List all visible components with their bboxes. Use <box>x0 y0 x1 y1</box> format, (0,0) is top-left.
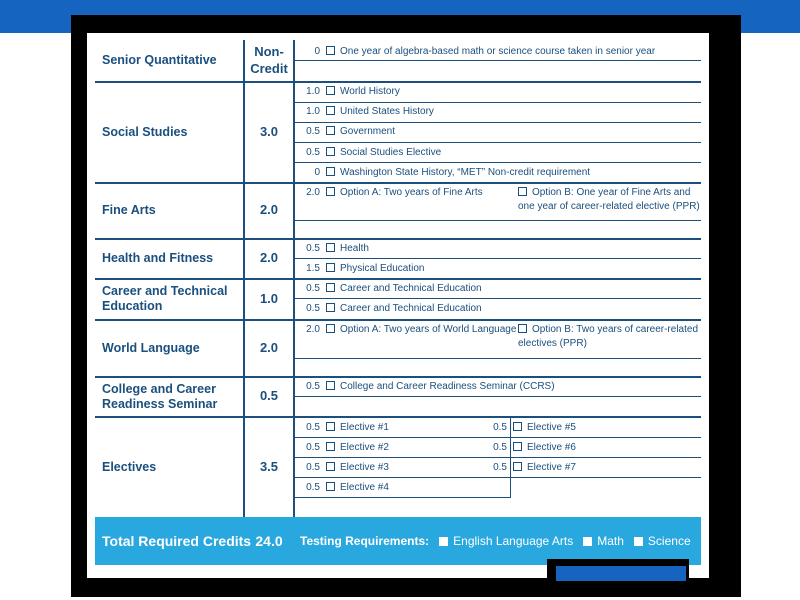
checkbox-icon[interactable] <box>326 303 335 312</box>
item-credit: 1.5 <box>306 263 320 274</box>
item-label: United States History <box>340 106 434 117</box>
list-item[interactable] <box>298 380 555 394</box>
total-label: Total Required Credits <box>102 533 252 549</box>
checkbox-icon[interactable] <box>326 187 335 196</box>
checkbox-icon[interactable] <box>326 106 335 115</box>
checkbox-icon[interactable] <box>634 537 643 546</box>
test-label: English Language Arts <box>453 534 574 548</box>
item-divider <box>295 457 701 458</box>
credit-line: Credit <box>250 60 288 76</box>
item-divider <box>295 60 701 61</box>
item-credit: 0.5 <box>306 243 320 254</box>
credit-electives: 3.5 <box>259 458 279 474</box>
list-item[interactable] <box>298 166 590 180</box>
option-label: Option A: Two years of Fine Arts <box>340 187 483 198</box>
subject-electives: Electives <box>102 459 157 474</box>
subject-social-studies: Social Studies <box>102 124 188 139</box>
subject-health-fitness: Health and Fitness <box>102 251 214 265</box>
item-label: Health <box>340 243 369 254</box>
item-divider <box>295 298 701 299</box>
item-divider <box>295 396 701 397</box>
list-item[interactable] <box>298 461 389 475</box>
subject-cte <box>95 279 243 319</box>
list-item[interactable] <box>298 262 425 276</box>
list-item[interactable] <box>298 441 389 455</box>
item-label: Career and Technical Education <box>340 283 482 294</box>
credit-fine-arts: 2.0 <box>259 202 279 218</box>
option-b[interactable] <box>518 186 703 214</box>
checkbox-icon[interactable] <box>326 442 335 451</box>
credit-social-studies: 3.0 <box>259 123 279 139</box>
credit-senior-quantitative <box>245 40 293 81</box>
total-credits: 24.0 <box>255 533 283 549</box>
checkbox-icon[interactable] <box>513 442 522 451</box>
item-credit: 0 <box>314 46 320 57</box>
testing-requirements <box>300 517 701 565</box>
item-credit: 0.5 <box>306 283 320 294</box>
item-divider <box>295 437 701 438</box>
credit-line: Non- <box>254 43 284 59</box>
item-label: World History <box>340 86 400 97</box>
item-label: College and Career Readiness Seminar (CCRS) <box>340 381 555 392</box>
item-label: Elective #3 <box>340 462 389 473</box>
checkbox-icon[interactable] <box>326 381 335 390</box>
item-label: Elective #2 <box>340 442 389 453</box>
item-credit: 0.5 <box>306 422 320 433</box>
credit-world-language: 2.0 <box>259 339 279 355</box>
option-b[interactable] <box>518 323 703 351</box>
test-math[interactable] <box>583 534 624 548</box>
bottom-tab-fill <box>556 566 686 581</box>
list-item[interactable] <box>298 302 482 316</box>
checkbox-icon[interactable] <box>583 537 592 546</box>
option-a[interactable] <box>298 186 483 200</box>
option-label: Option B: One year of Fine Arts and one year of career-related elective (PPR) <box>518 187 700 212</box>
list-item[interactable] <box>298 481 389 495</box>
checkbox-icon[interactable] <box>326 324 335 333</box>
item-divider <box>295 497 510 498</box>
checkbox-icon[interactable] <box>326 86 335 95</box>
item-divider <box>295 162 701 163</box>
item-label: Elective #1 <box>340 422 389 433</box>
list-item[interactable] <box>298 45 655 59</box>
list-item[interactable] <box>298 146 441 160</box>
item-label: One year of algebra-based math or science course taken in senior year <box>340 46 656 57</box>
option-a[interactable] <box>298 323 516 337</box>
item-credit: 0.5 <box>493 442 507 453</box>
item-divider <box>295 258 701 259</box>
list-item[interactable] <box>485 441 576 455</box>
item-credit: 2.0 <box>306 324 320 335</box>
credit-cte: 1.0 <box>259 290 279 306</box>
checkbox-icon[interactable] <box>326 263 335 272</box>
checkbox-icon[interactable] <box>513 462 522 471</box>
list-item[interactable] <box>298 125 395 139</box>
checkbox-icon[interactable] <box>326 126 335 135</box>
item-label: Elective #6 <box>527 442 576 453</box>
option-label: Option B: Two years of career-related electives (PPR) <box>518 324 699 349</box>
subject-line: Education <box>102 299 163 313</box>
subject-line: Readiness Seminar <box>102 396 218 411</box>
item-divider <box>295 142 701 143</box>
item-credit: 1.0 <box>306 86 320 97</box>
item-credit: 0.5 <box>306 462 320 473</box>
test-ela[interactable] <box>439 534 573 548</box>
subject-senior-quantitative: Senior Quantitative <box>102 53 217 67</box>
item-divider <box>295 358 701 359</box>
item-divider <box>295 477 701 478</box>
checkbox-icon[interactable] <box>326 283 335 292</box>
item-credit: 0.5 <box>493 462 507 473</box>
list-item[interactable] <box>298 421 389 435</box>
list-item[interactable] <box>298 85 400 99</box>
subject-fine-arts: Fine Arts <box>102 203 156 217</box>
list-item[interactable] <box>298 105 434 119</box>
subject-world-language: World Language <box>102 340 200 355</box>
checkbox-icon[interactable] <box>518 187 527 196</box>
option-label: Option A: Two years of World Language <box>340 324 517 335</box>
checkbox-icon[interactable] <box>326 482 335 491</box>
subject-line: College and Career <box>102 381 216 396</box>
item-credit: 0.5 <box>306 147 320 158</box>
checkbox-icon[interactable] <box>326 46 335 55</box>
item-label: Government <box>340 126 396 137</box>
item-credit: 1.0 <box>306 106 320 117</box>
checkbox-icon[interactable] <box>439 537 448 546</box>
checkbox-icon[interactable] <box>326 462 335 471</box>
list-item[interactable] <box>485 461 576 475</box>
credit-health-fitness: 2.0 <box>259 250 279 266</box>
item-label: Elective #5 <box>527 422 576 433</box>
checkbox-icon[interactable] <box>513 422 522 431</box>
item-label: Physical Education <box>340 263 425 274</box>
item-credit: 0.5 <box>306 482 320 493</box>
item-divider <box>295 122 701 123</box>
list-item[interactable] <box>298 242 369 256</box>
test-label: Math <box>597 534 624 548</box>
item-label: Career and Technical Education <box>340 303 482 314</box>
credit-ccrs: 0.5 <box>259 388 279 404</box>
testing-label: Testing Requirements: <box>300 534 430 548</box>
checkbox-icon[interactable] <box>326 167 335 176</box>
subject-line: Career and Technical <box>102 284 228 298</box>
checkbox-icon[interactable] <box>326 422 335 431</box>
item-credit: 0.5 <box>306 442 320 453</box>
test-science[interactable] <box>634 534 691 548</box>
test-label: Science <box>647 534 691 548</box>
subject-ccrs <box>95 377 243 416</box>
item-label: Social Studies Elective <box>340 147 442 158</box>
item-credit: 0.5 <box>306 303 320 314</box>
item-credit: 0 <box>314 167 320 178</box>
item-label: Elective #4 <box>340 482 389 493</box>
list-item[interactable] <box>298 282 482 296</box>
item-credit: 2.0 <box>306 187 320 198</box>
checkbox-icon[interactable] <box>518 324 527 333</box>
item-label: Elective #7 <box>527 462 576 473</box>
item-divider <box>295 102 701 103</box>
item-credit: 0.5 <box>306 126 320 137</box>
item-credit: 0.5 <box>493 422 507 433</box>
item-credit: 0.5 <box>306 381 320 392</box>
item-divider <box>295 220 701 221</box>
checkbox-icon[interactable] <box>326 243 335 252</box>
checkbox-icon[interactable] <box>326 147 335 156</box>
item-label: Washington State History, “MET” Non-credit requirement <box>340 167 591 178</box>
list-item[interactable] <box>485 421 576 435</box>
